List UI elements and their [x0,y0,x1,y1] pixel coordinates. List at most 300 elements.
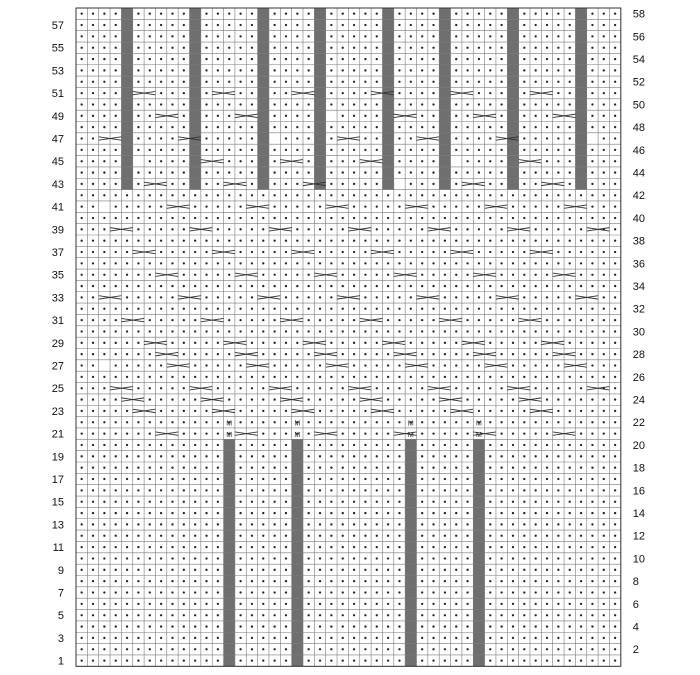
purl-dot [285,376,287,378]
purl-dot [580,489,582,491]
purl-dot [239,364,241,366]
purl-dot [205,614,207,616]
purl-dot [115,183,117,185]
purl-dot [489,262,491,264]
purl-dot [478,205,480,207]
purl-dot [421,614,423,616]
purl-dot [410,387,412,389]
purl-dot [603,603,605,605]
row-label-left: 49 [51,110,64,123]
purl-dot [489,478,491,480]
purl-dot [160,444,162,446]
purl-dot [92,342,94,344]
shaded-cell [314,99,325,110]
purl-dot [500,160,502,162]
purl-dot [330,512,332,514]
purl-dot [194,569,196,571]
purl-dot [308,296,310,298]
purl-dot [489,183,491,185]
purl-dot [546,421,548,423]
purl-dot [183,183,185,185]
purl-dot [137,659,139,661]
purl-dot [92,535,94,537]
purl-dot [183,274,185,276]
purl-dot [364,648,366,650]
purl-dot [342,489,344,491]
purl-dot [285,58,287,60]
purl-dot [353,501,355,503]
purl-dot [489,92,491,94]
purl-dot [421,387,423,389]
purl-dot [489,591,491,593]
purl-dot [376,455,378,457]
purl-dot [398,398,400,400]
purl-dot [115,205,117,207]
purl-dot [126,467,128,469]
purl-dot [557,591,559,593]
purl-dot [591,342,593,344]
purl-dot [81,364,83,366]
purl-dot [591,489,593,491]
purl-dot [342,171,344,173]
shaded-cell [507,42,518,53]
purl-dot [444,478,446,480]
row-label-right: 28 [632,349,646,362]
purl-dot [115,149,117,151]
purl-dot [489,603,491,605]
purl-dot [149,137,151,139]
purl-dot [364,47,366,49]
purl-dot [217,478,219,480]
purl-dot [410,13,412,15]
purl-dot [92,103,94,105]
purl-dot [217,308,219,310]
purl-dot [273,194,275,196]
purl-dot [319,444,321,446]
purl-dot [92,319,94,321]
purl-dot [308,421,310,423]
purl-dot [535,58,537,60]
purl-dot [205,625,207,627]
purl-dot [308,580,310,582]
purl-dot [308,137,310,139]
purl-dot [160,580,162,582]
purl-dot [251,35,253,37]
purl-dot [353,81,355,83]
shaded-cell [473,507,484,518]
purl-dot [535,35,537,37]
purl-dot [478,126,480,128]
purl-dot [308,523,310,525]
purl-dot [603,432,605,434]
purl-dot [228,103,230,105]
purl-dot [217,171,219,173]
purl-dot [523,13,525,15]
purl-dot [273,126,275,128]
purl-dot [603,637,605,639]
purl-dot [500,24,502,26]
purl-dot [421,330,423,332]
purl-dot [217,274,219,276]
purl-dot [364,467,366,469]
purl-dot [364,376,366,378]
purl-dot [557,603,559,605]
purl-dot [546,35,548,37]
purl-dot [171,228,173,230]
purl-dot [535,637,537,639]
purl-dot [171,376,173,378]
purl-dot [160,512,162,514]
purl-dot [535,205,537,207]
purl-dot [205,251,207,253]
purl-dot [569,47,571,49]
purl-dot [137,149,139,151]
purl-dot [342,478,344,480]
purl-dot [296,217,298,219]
purl-dot [171,398,173,400]
purl-dot [489,512,491,514]
row-label-left: 23 [51,405,64,418]
purl-dot [81,421,83,423]
purl-dot [535,591,537,593]
purl-dot [535,648,537,650]
purl-dot [183,625,185,627]
shaded-cell [258,167,269,178]
purl-dot [308,625,310,627]
purl-dot [330,92,332,94]
purl-dot [81,319,83,321]
purl-dot [194,478,196,480]
purl-dot [535,659,537,661]
purl-dot [614,342,616,344]
purl-dot [489,47,491,49]
purl-dot [251,319,253,321]
purl-dot [500,217,502,219]
purl-dot [500,614,502,616]
purl-dot [512,205,514,207]
purl-dot [478,137,480,139]
purl-dot [387,501,389,503]
purl-dot [580,546,582,548]
purl-dot [194,410,196,412]
purl-dot [591,353,593,355]
purl-dot [376,13,378,15]
purl-dot [364,580,366,582]
purl-dot [569,603,571,605]
purl-dot [432,149,434,151]
purl-dot [160,35,162,37]
purl-dot [273,478,275,480]
purl-dot [81,512,83,514]
purl-dot [342,444,344,446]
purl-dot [546,262,548,264]
purl-dot [92,308,94,310]
purl-dot [557,376,559,378]
purl-dot [546,659,548,661]
purl-dot [432,81,434,83]
purl-dot [217,569,219,571]
purl-dot [489,171,491,173]
purl-dot [239,614,241,616]
shaded-cell [439,87,450,98]
purl-dot [183,262,185,264]
purl-dot [296,35,298,37]
purl-dot [614,58,616,60]
purl-dot [194,512,196,514]
purl-dot [160,376,162,378]
purl-dot [217,591,219,593]
shaded-cell [405,530,416,541]
purl-dot [489,103,491,105]
purl-dot [535,557,537,559]
purl-dot [466,625,468,627]
shaded-cell [292,553,303,564]
purl-dot [376,569,378,571]
purl-dot [603,137,605,139]
shaded-cell [292,541,303,552]
purl-dot [103,501,105,503]
purl-dot [103,58,105,60]
purl-dot [410,137,412,139]
shaded-cell [292,576,303,587]
purl-dot [364,58,366,60]
purl-dot [455,69,457,71]
shaded-cell [292,587,303,598]
purl-dot [81,58,83,60]
purl-dot [228,319,230,321]
purl-dot [398,637,400,639]
purl-dot [262,580,264,582]
purl-dot [410,319,412,321]
purl-dot [580,228,582,230]
purl-dot [489,535,491,537]
purl-dot [523,69,525,71]
purl-dot [455,625,457,627]
purl-dot [92,149,94,151]
shaded-cell [575,87,586,98]
purl-dot [489,330,491,332]
purl-dot [308,569,310,571]
purl-dot [546,149,548,151]
shaded-cell [473,473,484,484]
purl-dot [546,274,548,276]
purl-dot [183,648,185,650]
purl-dot [239,308,241,310]
purl-dot [387,330,389,332]
purl-dot [603,194,605,196]
purl-dot [455,217,457,219]
purl-dot [387,659,389,661]
purl-dot [444,648,446,650]
shaded-cell [575,99,586,110]
purl-dot [557,160,559,162]
purl-dot [183,659,185,661]
purl-dot [478,308,480,310]
purl-dot [115,217,117,219]
shaded-cell [190,31,201,42]
purl-dot [535,126,537,128]
purl-dot [500,421,502,423]
purl-dot [217,353,219,355]
purl-dot [410,342,412,344]
purl-dot [285,92,287,94]
shaded-cell [575,19,586,30]
purl-dot [421,557,423,559]
purl-dot [535,489,537,491]
purl-dot [319,330,321,332]
purl-dot [535,149,537,151]
purl-dot [160,478,162,480]
purl-dot [466,614,468,616]
purl-dot [580,455,582,457]
purl-dot [205,580,207,582]
purl-dot [251,13,253,15]
purl-dot [103,535,105,537]
purl-dot [489,24,491,26]
purl-dot [205,535,207,537]
purl-dot [421,126,423,128]
purl-dot [126,194,128,196]
purl-dot [523,171,525,173]
purl-dot [251,240,253,242]
purl-dot [455,81,457,83]
purl-dot [376,137,378,139]
shaded-cell [382,178,393,189]
purl-dot [251,489,253,491]
purl-dot [614,285,616,287]
purl-dot [614,603,616,605]
purl-dot [580,523,582,525]
purl-dot [319,614,321,616]
purl-dot [308,467,310,469]
purl-dot [194,319,196,321]
purl-dot [500,342,502,344]
purl-dot [353,580,355,582]
purl-dot [126,546,128,548]
purl-dot [137,330,139,332]
purl-dot [444,625,446,627]
purl-dot [92,330,94,332]
purl-dot [569,546,571,548]
purl-dot [500,387,502,389]
purl-dot [614,444,616,446]
purl-dot [410,296,412,298]
purl-dot [500,637,502,639]
purl-dot [500,115,502,117]
purl-dot [330,69,332,71]
purl-dot [126,557,128,559]
purl-dot [376,614,378,616]
purl-dot [137,274,139,276]
purl-dot [251,137,253,139]
purl-dot [330,330,332,332]
purl-dot [432,489,434,491]
purl-dot [614,319,616,321]
purl-dot [92,648,94,650]
purl-dot [217,467,219,469]
purl-dot [183,149,185,151]
purl-dot [376,81,378,83]
purl-dot [92,659,94,661]
purl-dot [489,194,491,196]
purl-dot [466,137,468,139]
purl-dot [81,467,83,469]
purl-dot [421,591,423,593]
row-label-left: 25 [51,383,64,396]
shaded-cell [382,31,393,42]
shaded-cell [224,439,235,450]
purl-dot [126,478,128,480]
purl-dot [183,523,185,525]
purl-dot [262,614,264,616]
purl-dot [421,625,423,627]
purl-dot [546,205,548,207]
purl-dot [194,262,196,264]
purl-dot [194,648,196,650]
purl-dot [546,364,548,366]
shaded-cell [439,31,450,42]
purl-dot [251,376,253,378]
purl-dot [444,546,446,548]
purl-dot [115,467,117,469]
purl-dot [160,603,162,605]
purl-dot [455,432,457,434]
purl-dot [432,35,434,37]
purl-dot [353,421,355,423]
purl-dot [319,262,321,264]
shaded-cell [405,576,416,587]
purl-dot [137,387,139,389]
purl-dot [228,228,230,230]
purl-dot [285,183,287,185]
purl-dot [251,648,253,650]
purl-dot [92,637,94,639]
purl-dot [342,387,344,389]
purl-dot [535,432,537,434]
purl-dot [160,160,162,162]
purl-dot [126,285,128,287]
purl-dot [364,274,366,276]
row-label-right: 52 [632,76,646,89]
purl-dot [614,398,616,400]
shaded-cell [190,110,201,121]
row-label-right: 20 [632,439,646,452]
purl-dot [569,591,571,593]
purl-dot [432,160,434,162]
purl-dot [137,205,139,207]
purl-dot [489,569,491,571]
row-label-right: 18 [632,462,646,475]
purl-dot [512,535,514,537]
purl-dot [194,398,196,400]
purl-dot [171,103,173,105]
purl-dot [523,342,525,344]
purl-dot [557,194,559,196]
purl-dot [523,637,525,639]
purl-dot [205,342,207,344]
purl-dot [569,24,571,26]
purl-dot [387,421,389,423]
row-label-right: 12 [632,530,646,543]
purl-dot [398,262,400,264]
shaded-cell [258,156,269,167]
purl-dot [183,557,185,559]
purl-dot [160,149,162,151]
purl-dot [444,330,446,332]
purl-dot [92,137,94,139]
purl-dot [149,376,151,378]
purl-dot [512,308,514,310]
